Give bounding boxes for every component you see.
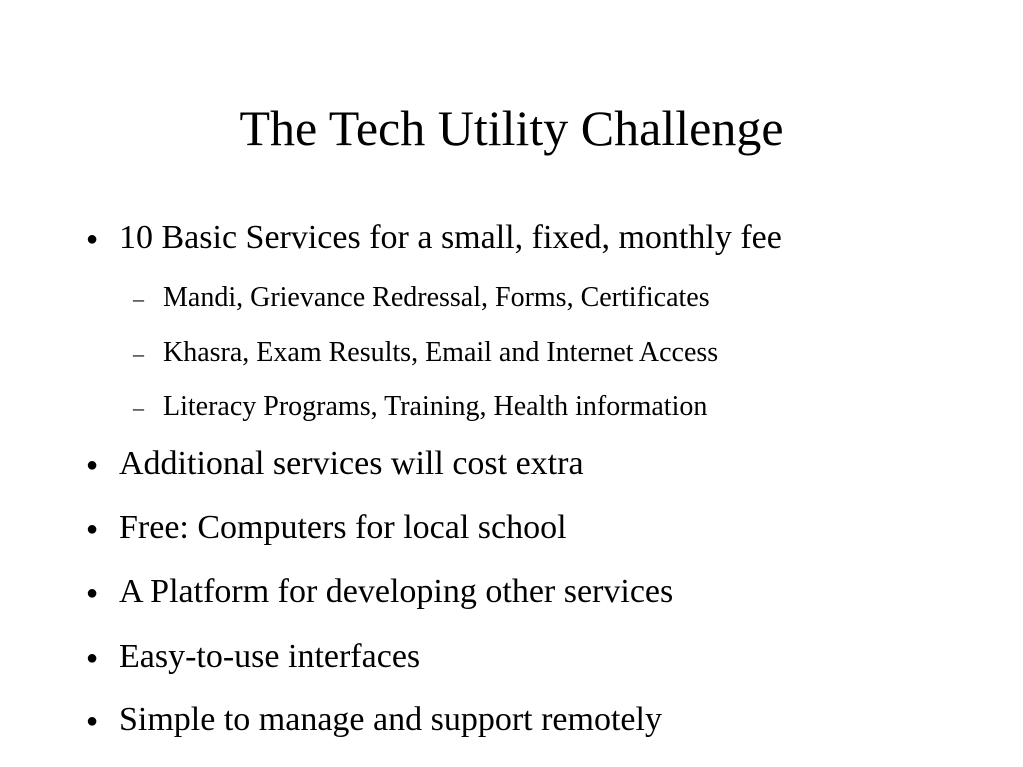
bullet-text: 10 Basic Services for a small, fixed, monthly fee <box>119 219 782 256</box>
bullet-dot-icon: ● <box>86 582 99 604</box>
bullet-dot-icon: ● <box>86 228 99 250</box>
bullet-dot-icon: ● <box>86 647 99 669</box>
sub-bullet-item <box>133 390 707 425</box>
bullet-item <box>86 637 420 681</box>
bullet-item <box>86 700 662 744</box>
bullet-item <box>86 218 782 262</box>
bullet-text: Easy-to-use interfaces <box>119 638 421 675</box>
bullet-text: Free: Computers for local school <box>119 509 567 546</box>
sub-bullet-item <box>133 281 710 316</box>
sub-bullet-item <box>133 336 718 371</box>
bullet-dot-icon: ● <box>86 710 99 732</box>
sub-bullet-text: Mandi, Grievance Redressal, Forms, Certificates <box>163 282 710 313</box>
bullet-dot-icon: ● <box>86 454 99 476</box>
bullet-item <box>86 572 673 616</box>
bullet-dot-icon: ● <box>86 518 99 540</box>
dash-icon: – <box>133 286 144 311</box>
bullet-text: A Platform for developing other services <box>119 573 674 610</box>
bullet-text: Additional services will cost extra <box>119 445 584 482</box>
slide-title: The Tech Utility Challenge <box>239 100 784 156</box>
dash-icon: – <box>133 341 144 366</box>
dash-icon: – <box>133 395 144 420</box>
sub-bullet-text: Literacy Programs, Training, Health information <box>163 391 708 422</box>
sub-bullet-text: Khasra, Exam Results, Email and Internet Access <box>163 337 719 368</box>
bullet-item <box>86 508 567 552</box>
bullet-item <box>86 444 584 488</box>
bullet-text: Simple to manage and support remotely <box>119 701 662 738</box>
